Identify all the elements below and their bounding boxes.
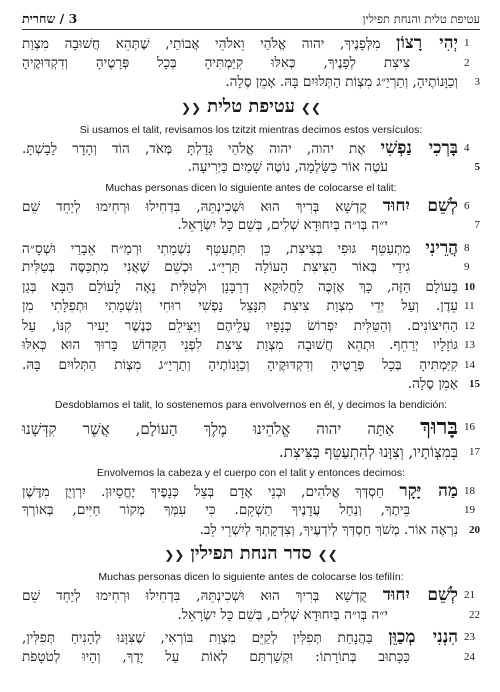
line-text: מִלְּפָנֶיךָ, יהוה אֱלֹהַי וֵאלֹהֵי אֲבוֹתַי, שֶׁתְּהֵא חֲשׁוּבָה מִצְוַת [22, 36, 381, 52]
line-number: 23 [464, 631, 475, 643]
text-line [22, 441, 480, 463]
text-line [22, 297, 480, 317]
text-line [22, 482, 480, 502]
line-text: בְּמִצְוֹתָיו, וְצִוָּנוּ לְהִתְעַטֵּף בַּצִּיצִת. [279, 442, 458, 461]
line-text: נִרְאֶה אוֹר. מְשֹׁךְ חַסְדְּךָ לְיֹדְעֶיךָ, וְצִדְקָתְךָ לְיִשְׁרֵי לֵב. [199, 521, 458, 538]
line-number: 12 [464, 319, 475, 332]
line-number: 1 [464, 37, 470, 49]
text-line [22, 158, 480, 178]
section-title-tallit [22, 95, 480, 120]
ornament-icon: ❮❮ [164, 548, 185, 562]
page-header [22, 9, 480, 30]
line-text: אֶת יהוה, יהוה אֱלֹהַי גָּדַלְתָּ מְּאֹד, הוֹד וְהָדָר לָבָשְׁתָּ. [22, 140, 366, 157]
section-title-text: סדר הנחת תפילין [190, 543, 312, 564]
text-line [22, 648, 480, 668]
line-text: וְכַוָּנוֹתֶיהָ, וְתַרְיַ״ג מִצְוֹת הַתְּלוּיִם בָּהּ. אָמֵן סֶלָה. [225, 74, 458, 90]
line-number: 18 [464, 484, 475, 497]
instruction: Si usamos el talit, revisamos los tzitzit mientras decimos estos versículos: [79, 123, 423, 136]
line-text: גּוֹזָלָיו יְרַחֵף. וּתְהֵא חֲשׁוּבָה מִצְוַת צִיצִת לִפְנֵי הַקָּדוֹשׁ בָּרוּךְ הוּא כְּאִלּוּ [22, 337, 458, 353]
line-text: אַתָּה יהוה אֱלֹהֵינוּ מֶלֶךְ הָעוֹלָם, אֲשֶׁר קִדְּשָׁנוּ [22, 419, 395, 438]
text-line [22, 628, 480, 648]
text-line [22, 414, 480, 441]
page-body [22, 34, 480, 667]
line-text: בַּהֲנָחַת תְּפִלִּין לְקַיֵּם מִצְוַת בּוֹרְאִי, שֶׁצִּוָּנוּ לְהָנִיחַ תְּפִלִּין, [22, 630, 373, 646]
line-text: בָּעוֹלָם הַזֶּה, כָּךְ אֶזְכֶּה לַחֲלוּקָא דְרַבָּנָן וּלְטַלִּית נָאָה לָעוֹלָם הַבָּא בְּגַן [22, 278, 458, 295]
line-number: 7 [474, 219, 480, 231]
line-number: 6 [464, 199, 470, 212]
line-text: חַסְדְּךָ אֱלֹהִים, וּבְנֵי אָדָם בְּצֵל כְּנָפֶיךָ יֶחֱסָיוּן. יִרְוְיֻן מִדֶּשֶׁן [22, 483, 385, 500]
text-line [22, 521, 480, 541]
line-number: 22 [469, 608, 480, 621]
line-text: אָמֵן סֶלָה. [407, 376, 458, 392]
line-number: 15 [469, 378, 480, 390]
line-text: עֵדֶן. וְעַל יְדֵי מִצְוַת צִיצִת תִּנָּצֵל נַפְשִׁי רוּחִי וְנִשְׁמָתִי וּתְפִלָּתִי מִן [22, 298, 458, 314]
line-number: 20 [469, 523, 480, 536]
opening-words: בָּרוּךְ [420, 413, 458, 440]
line-number: 8 [464, 241, 470, 254]
line-number: 5 [474, 161, 480, 173]
text-line [22, 139, 480, 159]
text-line [22, 586, 480, 606]
text-line [22, 336, 480, 356]
opening-words: לְשֵׁם יִחוּד [382, 585, 458, 605]
opening-words: מַה יָּקָר [399, 480, 458, 501]
ornament-icon: ❮❮ [180, 100, 202, 115]
line-text: מִתְעַטֵּף גּוּפִי בְּצִיצִת, כֵּן תִּתְעַטֵּף נִשְׁמָתִי וּרְמַ״ח אֵבָרַי וּשְׁסָ״ה [22, 240, 411, 257]
text-line [22, 34, 480, 54]
line-number: 11 [464, 300, 475, 312]
line-text: קִיַּמְתִּיהָ בְּכָל פְּרָטֶיהָ וְדִקְדּוּקֶיהָ וְכַוָּנוֹתֶיהָ וְתַרְיַ״ג מִצְוֹת הַתְּלוּיִם בָּהּ. [22, 356, 458, 373]
text-line [22, 258, 480, 278]
opening-words: בָּרְכִי נַפְשִׁי [380, 137, 459, 158]
section-title-tefillin [22, 542, 480, 567]
instruction: Muchas personas dicen lo siguiente antes de colocarse el talit: [105, 181, 397, 194]
text-line [22, 356, 480, 376]
line-text: קֻדְשָׁא בְּרִיךְ הוּא וּשְׁכִינְתֵּהּ, בִּדְחִילוּ וּרְחִימוּ לְיַחֵד שֵׁם [22, 198, 367, 215]
line-text: י״ה בְּו״ה בְּיִחוּדָא שְׁלִים, בְּשֵׁם כָּל יִשְׂרָאֵל. [177, 217, 388, 233]
ornament-icon: ❯❯ [300, 100, 322, 115]
line-number: 4 [464, 141, 470, 154]
opening-words: הֲרֵינִי [425, 237, 458, 258]
ornament-icon: ❯❯ [317, 548, 338, 562]
line-number: 21 [464, 589, 475, 601]
opening-words: הִנְנִי מְכַוֵּן [388, 627, 458, 647]
opening-words: יְהִי רָצוֹן [396, 33, 458, 53]
opening-words: לְשֵׁם יִחוּד [382, 195, 458, 216]
text-line [22, 317, 480, 337]
instruction: Desdoblamos el talit, lo sostenemos para envolvernos en él, y decimos la bendición: [54, 398, 448, 411]
line-text: הַחִיצוֹנִים. וְהַטַּלִּית יִפְרוֹשׂ כְּנָפָיו עֲלֵיהֶם וְיַצִּילֵם כְּנֶשֶׁר יָעִיר קִנּוֹ, עַל [22, 317, 458, 334]
text-line [22, 54, 480, 74]
line-number: 13 [464, 339, 475, 351]
section-title-text: עטיפת טלית [207, 95, 295, 117]
line-text: בֵּיתֶךָ, וְנַחַל עֲדָנֶיךָ תַשְׁקֵם. כִּי עִמְּךָ מְקוֹר חַיִּים, בְּאוֹרְךָ [22, 502, 410, 518]
line-text: י״ה בְּו״ה בְּיִחוּדָא שְׁלִים, בְּשֵׁם כָּל יִשְׂרָאֵל. [177, 606, 388, 623]
text-line [22, 375, 480, 395]
line-number: 3 [474, 76, 480, 88]
text-line [22, 216, 480, 236]
text-line [22, 278, 480, 298]
line-text: גִידַי בְּאוֹר הַצִּיצִת הָעוֹלָה תַּרְיַ״ג. וּכְשֵׁם שֶׁאֲנִי מִתְכַּסֶּה בְּטַלִּית [22, 259, 410, 275]
line-number: 16 [464, 420, 475, 433]
text-line [22, 197, 480, 217]
line-text: צִיצִת לְפָנֶיךָ, כְּאִלּוּ קִיַּמְתִּיהָ בְּכָל פְּרָטֶיהָ וְדִקְדּוּקֶיהָ [22, 54, 410, 71]
line-number: 24 [464, 650, 475, 663]
line-number: 10 [464, 280, 475, 293]
text-line [22, 501, 480, 521]
instruction: Muchas personas dicen lo siguiente antes de colocarse los tefilín: [98, 571, 404, 583]
line-number: 17 [469, 445, 480, 458]
page-number: 3 / שחרית [22, 11, 78, 26]
running-title: עטיפת טלית והנחת תפילין [362, 12, 480, 26]
line-number: 19 [464, 504, 475, 516]
text-line [22, 239, 480, 259]
text-line [22, 73, 480, 93]
text-line [22, 606, 480, 626]
line-number: 2 [464, 56, 470, 69]
line-text: עֹטֶה אוֹר כַּשַּׂלְמָה, נוֹטֶה שָׁמַיִם כַּיְרִיעָה. [187, 159, 388, 175]
instruction: Envolvemos la cabeza y el cuerpo con el talit y entonces decimos: [96, 466, 406, 479]
line-number: 14 [464, 358, 475, 371]
line-number: 9 [464, 261, 470, 273]
line-text: כַּכָּתוּב בְּתוֹרָתוֹ: וּקְשַׁרְתָּם לְאוֹת עַל יָדֶךָ, וְהָיוּ לְטֹטָפֹת [22, 648, 410, 665]
line-text: קֻדְשָׁא בְּרִיךְ הוּא וּשְׁכִינְתֵּהּ, בִּדְחִילוּ וּרְחִימוּ לְיַחֵד שֵׁם [22, 588, 367, 604]
